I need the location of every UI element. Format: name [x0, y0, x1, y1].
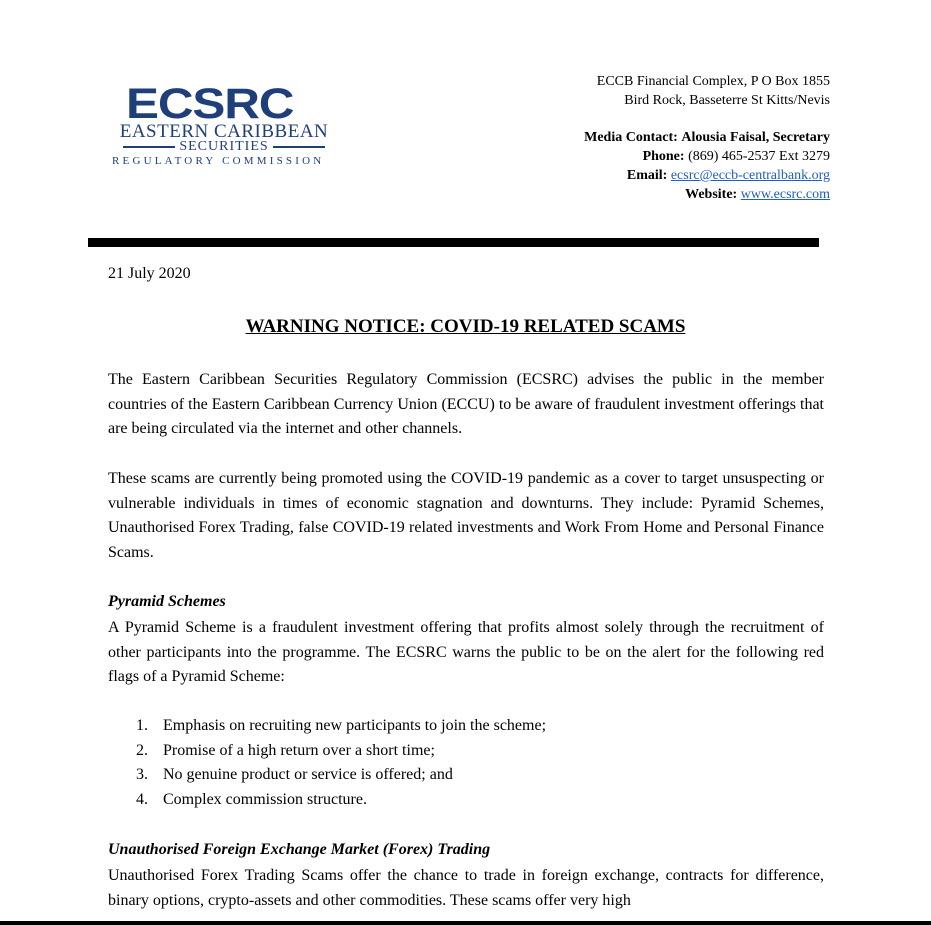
page-bottom-edge [0, 921, 931, 925]
list-item-text: Promise of a high return over a short time; [163, 741, 435, 759]
logo-mark: ECSRC [126, 80, 294, 128]
website [584, 185, 830, 204]
email-link[interactable]: ecsrc@eccb-centralbank.org [670, 168, 830, 183]
pyramid-paragraph: A Pyramid Scheme is a fraudulent investment offering that profits almost solely through the recruitment of other participants into the programme. The ECSRC warns the public to be on the alert for the following red flags of a Pyramid Scheme: [108, 619, 824, 685]
pyramid-heading: Pyramid Schemes [108, 593, 226, 610]
contact-block [584, 72, 830, 204]
document-title [0, 316, 931, 338]
list-number: 1. [136, 717, 148, 734]
forex-paragraph: Unauthorised Forex Trading Scams offer the chance to trade in foreign exchange, contracts for difference, binary options, crypto-assets and other commodities. These scams offer very high [108, 867, 824, 909]
address-line-2: Bird Rock, Basseterre St Kitts/Nevis [624, 93, 830, 108]
media-contact-label: Media Contact: [584, 130, 678, 145]
address-line-1: ECCB Financial Complex, P O Box 1855 [596, 74, 830, 89]
list-item [108, 763, 546, 788]
ecsrc-logo [108, 80, 340, 170]
red-flags-list [108, 714, 546, 812]
logo-line-securities: SECURITIES [108, 140, 340, 154]
list-item-text: No genuine product or service is offered; and [163, 766, 453, 783]
intro-paragraph: The Eastern Caribbean Securities Regulatory Commission (ECSRC) advises the public in the member countries of the Eastern Caribbean Currency Union (ECCU) to be aware of fraudulent investment offerings that are being circulated via the internet and other channels. [108, 371, 824, 437]
logo-line-eastern-caribbean: EASTERN CARIBBEAN [119, 121, 329, 142]
forex-heading: Unauthorised Foreign Exchange Market (Forex) Trading [108, 841, 491, 858]
phone-value: (869) 465-2537 Ext 3279 [688, 149, 830, 164]
media-contact [584, 128, 830, 147]
website-link[interactable]: www.ecsrc.com [740, 187, 830, 202]
email-label: Email: [626, 168, 668, 183]
media-contact-value: Alousia Faisal, Secretary [681, 130, 830, 145]
email [584, 166, 830, 185]
list-item [108, 714, 546, 739]
list-item [108, 788, 546, 813]
list-number: 2. [136, 741, 148, 759]
document-title-text: WARNING NOTICE: COVID-19 RELATED SCAMS [245, 316, 686, 337]
document-date: 21 July 2020 [108, 265, 191, 282]
phone-label: Phone: [642, 149, 685, 164]
header-divider [88, 238, 819, 247]
list-item [108, 739, 546, 764]
logo-line-regulatory-commission: REGULATORY COMMISSION [112, 155, 325, 167]
list-item-text: Complex commission structure. [163, 790, 367, 808]
scams-paragraph: These scams are currently being promoted using the COVID-19 pandemic as a cover to target unsuspecting or vulnerable individuals in times of economic stagnation and downturns. They include: Pyramid Schemes, Unauthorised Forex Trading, false COVID-19 related investments and Work From Home and Personal Finance Scams. [108, 470, 824, 561]
list-item-text: Emphasis on recruiting new participants to join the scheme; [163, 717, 547, 734]
phone [584, 147, 830, 166]
website-label: Website: [685, 187, 738, 202]
list-number: 3. [136, 766, 148, 783]
list-number: 4. [136, 790, 148, 808]
